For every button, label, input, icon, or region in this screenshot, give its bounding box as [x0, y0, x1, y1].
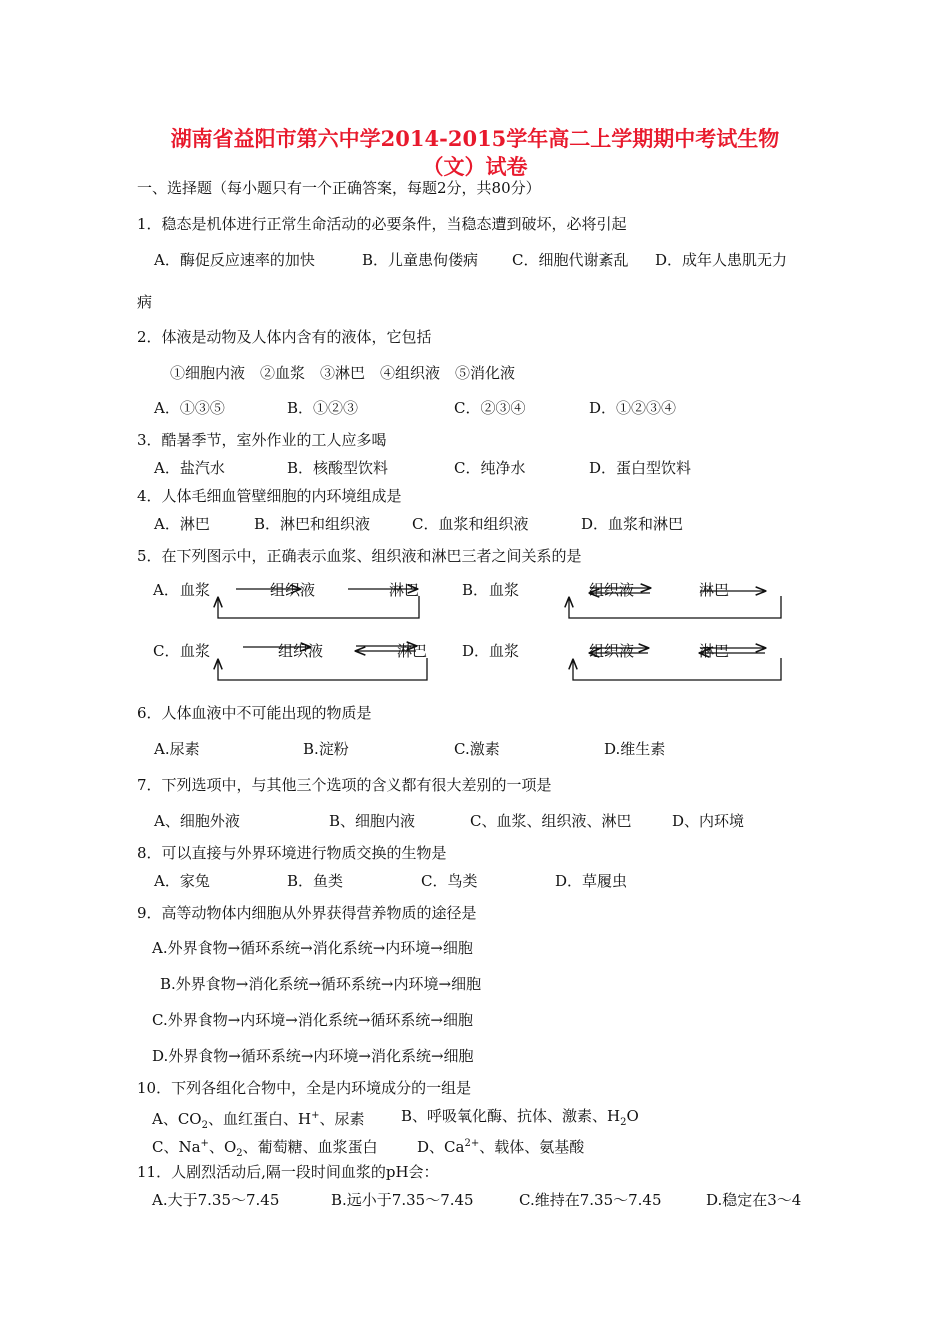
question-10-option-a: A、$CO_2$、血红蛋白、H+、尿素	[152, 1110, 365, 1131]
question-10-stem: 10．下列各组化合物中，全是内环境成分的一组是	[137, 1079, 472, 1097]
question-4-option-c: C．血浆和组织液	[412, 515, 529, 533]
question-4-option-b: B．淋巴和组织液	[254, 515, 371, 533]
question-6-option-d: D.维生素	[604, 740, 666, 758]
diagram-b-label: B．	[462, 581, 489, 599]
question-6-stem: 6．人体血液中不可能出现的物质是	[137, 704, 372, 722]
question-6-option-b: B.淀粉	[303, 740, 349, 758]
diagram-a	[152, 581, 419, 618]
diagram-b-node-plasma: 血浆	[489, 581, 520, 599]
question-8-option-a: A．家兔	[154, 872, 210, 890]
question-3-option-d: D．蛋白型饮料	[589, 459, 692, 477]
question-7-option-b: B、细胞内液	[329, 812, 416, 830]
diagram-c-node-plasma: 血浆	[180, 642, 211, 660]
question-7-option-d: D、内环境	[672, 812, 745, 830]
question-2-option-a: A．①③⑤	[154, 399, 225, 417]
diagram-a-node-lymph: 淋巴	[389, 581, 420, 599]
question-6-option-c: C.激素	[454, 740, 500, 758]
question-2-option-b: B．①②③	[287, 399, 359, 417]
diagram-b	[462, 581, 781, 618]
question-9-option-a: A.外界食物→循环系统→消化系统→内环境→细胞	[152, 939, 473, 957]
diagram-c-node-tissue-fluid: 组织液	[278, 642, 324, 660]
question-2-items: ①细胞内液 ②血浆 ③淋巴 ④组织液 ⑤消化液	[170, 364, 516, 382]
diagram-d	[462, 642, 781, 680]
diagram-a-arrow-lymph-to-plasma	[218, 596, 419, 618]
question-10-option-c: C、Na+、$O_2$、葡萄糖、血浆蛋白	[152, 1138, 378, 1159]
question-4-option-a: A．淋巴	[154, 515, 210, 533]
diagram-d-node-plasma: 血浆	[489, 642, 520, 660]
question-3-option-b: B．核酸型饮料	[287, 459, 389, 477]
question-3-option-a: A．盐汽水	[154, 459, 225, 477]
question-7-stem: 7．下列选项中，与其他三个选项的含义都有很大差别的一项是	[137, 776, 552, 794]
question-1-option-b: B．儿童患佝偻病	[362, 251, 479, 269]
diagram-d-arrow-lymph-to-plasma	[573, 658, 781, 680]
question-2-stem: 2．体液是动物及人体内含有的液体，它包括	[137, 328, 432, 346]
diagram-d-node-lymph: 淋巴	[699, 642, 730, 660]
question-11-option-b: B.远小于7.35～7.45	[331, 1191, 474, 1209]
question-9-stem: 9．高等动物体内细胞从外界获得营养物质的途径是	[137, 904, 477, 922]
diagram-c-arrow-lymph-to-plasma	[218, 658, 427, 680]
diagram-a-label: A．	[153, 581, 179, 599]
diagram-c-node-lymph: 淋巴	[397, 642, 428, 660]
question-8-stem: 8．可以直接与外界环境进行物质交换的生物是	[137, 844, 447, 862]
question-11-stem: 11．人剧烈活动后,隔一段时间血浆的pH会：	[137, 1163, 439, 1181]
question-9-option-b: B.外界食物→消化系统→循环系统→内环境→细胞	[160, 975, 482, 993]
question-7-option-c: C、血浆、组织液、淋巴	[470, 812, 632, 830]
question-3-stem: 3．酷暑季节，室外作业的工人应多喝	[137, 431, 387, 449]
question-11-option-c: C.维持在7.35～7.45	[519, 1191, 662, 1209]
question-4-option-d: D．血浆和淋巴	[581, 515, 684, 533]
diagram-d-node-tissue-fluid: 组织液	[589, 642, 635, 660]
question-10-option-b: B、呼吸氧化酶、抗体、激素、$H_2O$	[401, 1107, 639, 1128]
question-6-option-a: A.尿素	[154, 740, 200, 758]
diagram-b-node-lymph: 淋巴	[699, 581, 730, 599]
diagram-c	[153, 642, 427, 680]
question-4-stem: 4．人体毛细血管壁细胞的内环境组成是	[137, 487, 402, 505]
question-1-option-d: D．成年人患肌无力	[655, 251, 788, 269]
question-1-stem: 1．稳态是机体进行正常生命活动的必要条件，当稳态遭到破坏，必将引起	[137, 215, 627, 233]
page-title-line2: （文）试卷	[422, 154, 528, 179]
question-9-option-d: D.外界食物→循环系统→内环境→消化系统→细胞	[152, 1047, 474, 1065]
question-3-option-c: C．纯净水	[454, 459, 526, 477]
diagram-a-node-plasma: 血浆	[180, 581, 211, 599]
question-11-option-a: A.大于7.35～7.45	[152, 1191, 280, 1209]
question-1-option-a: A．酶促反应速率的加快	[154, 251, 315, 269]
question-2-option-d: D．①②③④	[589, 399, 677, 417]
question-1-option-c: C．细胞代谢紊乱	[512, 251, 629, 269]
section-heading: 一、选择题（每小题只有一个正确答案，每题2分，共80分）	[137, 179, 541, 197]
question-8-option-b: B．鱼类	[287, 872, 344, 890]
question-8-option-d: D．草履虫	[555, 872, 628, 890]
page-title: 湖南省益阳市第六中学2014-2015学年高二上学期期中考试生物	[170, 126, 780, 151]
question-10-option-d: D、$Ca^{2+}$、载体、氨基酸	[417, 1138, 585, 1156]
diagram-d-label: D．	[462, 642, 490, 660]
question-5-stem: 5．在下列图示中，正确表示血浆、组织液和淋巴三者之间关系的是	[137, 547, 582, 565]
question-8-option-c: C．鸟类	[421, 872, 478, 890]
question-7-option-a: A、细胞外液	[154, 812, 240, 830]
question-1-option-d-wrap: 病	[137, 293, 153, 311]
question-9-option-c: C.外界食物→内环境→消化系统→循环系统→细胞	[152, 1011, 473, 1029]
diagram-b-arrow-lymph-to-plasma	[569, 596, 781, 618]
diagram-c-label: C．	[153, 642, 180, 660]
question-11-option-d: D.稳定在3～4	[706, 1191, 802, 1209]
diagram-a-node-tissue-fluid: 组织液	[270, 581, 316, 599]
diagram-b-node-tissue-fluid: 组织液	[589, 581, 635, 599]
question-2-option-c: C．②③④	[454, 399, 526, 417]
